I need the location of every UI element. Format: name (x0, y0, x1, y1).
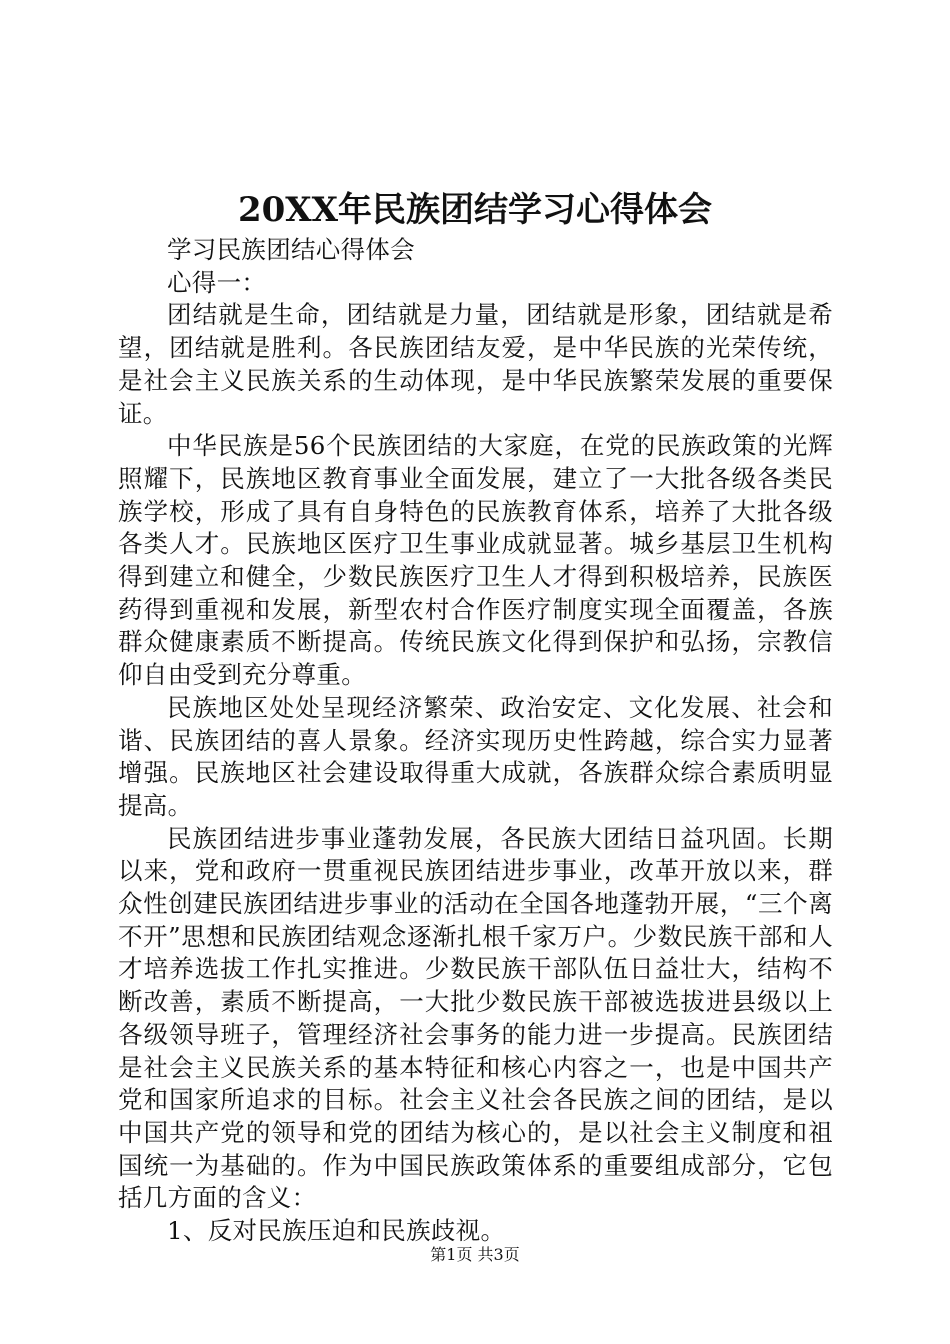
paragraph: 团结就是生命，团结就是力量，团结就是形象，团结就是希望，团结就是胜利。各民族团结友爱，是中华民族的光荣传统，是社会主义民族关系的生动体现，是中华民族繁荣发展的重要保证。 (118, 300, 833, 428)
document-title: 20XX年民族团结学习心得体会 (237, 190, 713, 230)
paragraph-subtitle: 学习民族团结心得体会 (167, 235, 415, 264)
page-footer: 第1页 共3页 (430, 1245, 520, 1264)
paragraph: 民族地区处处呈现经济繁荣、政治安定、文化发展、社会和谐、民族团结的喜人景象。经济实现历史性跨越，综合实力显著增强。民族地区社会建设取得重大成就，各族群众综合素质明显提高。 (118, 692, 833, 820)
paragraph-list-item: 1、反对民族压迫和民族歧视。 (167, 1216, 506, 1246)
paragraph: 中华民族是56个民族团结的大家庭，在党的民族政策的光辉照耀下，民族地区教育事业全面发展，建立了一大批各级各类民族学校，形成了具有自身特色的民族教育体系，培养了大批各级各类人才。民族地区医疗卫生事业成就显著。城乡基层卫生机构得到建立和健全，少数民族医疗卫生人才得到积极培养，民族医药得到重视和发展，新型农村合作医疗制度实现全面覆盖，各族群众健康素质不断提高。传统民族文化得到保护和弘扬，宗教信仰自由受到充分尊重。 (118, 431, 833, 690)
paragraph: 民族团结进步事业蓬勃发展，各民族大团结日益巩固。长期以来，党和政府一贯重视民族团结进步事业，改革开放以来，群众性创建民族团结进步事业的活动在全国各地蓬勃开展，“三个离不开”思想和民族团结观念逐渐扎根千家万户。少数民族干部和人才培养选拔工作扎实推进。少数民族干部队伍日益壮大，结构不断改善，素质不断提高，一大批少数民族干部被选拔进县级以上各级领导班子，管理经济社会事务的能力进一步提高。民族团结是社会主义民族关系的基本特征和核心内容之一，也是中国共产党和国家所追求的目标。社会主义社会各民族之间的团结，是以中国共产党的领导和党的团结为核心的，是以社会主义制度和祖国统一为基础的。作为中国民族政策体系的重要组成部分，它包括几方面的含义： (118, 823, 833, 1213)
paragraph-section-heading: 心得一： (167, 267, 267, 297)
document-body (118, 234, 833, 1248)
